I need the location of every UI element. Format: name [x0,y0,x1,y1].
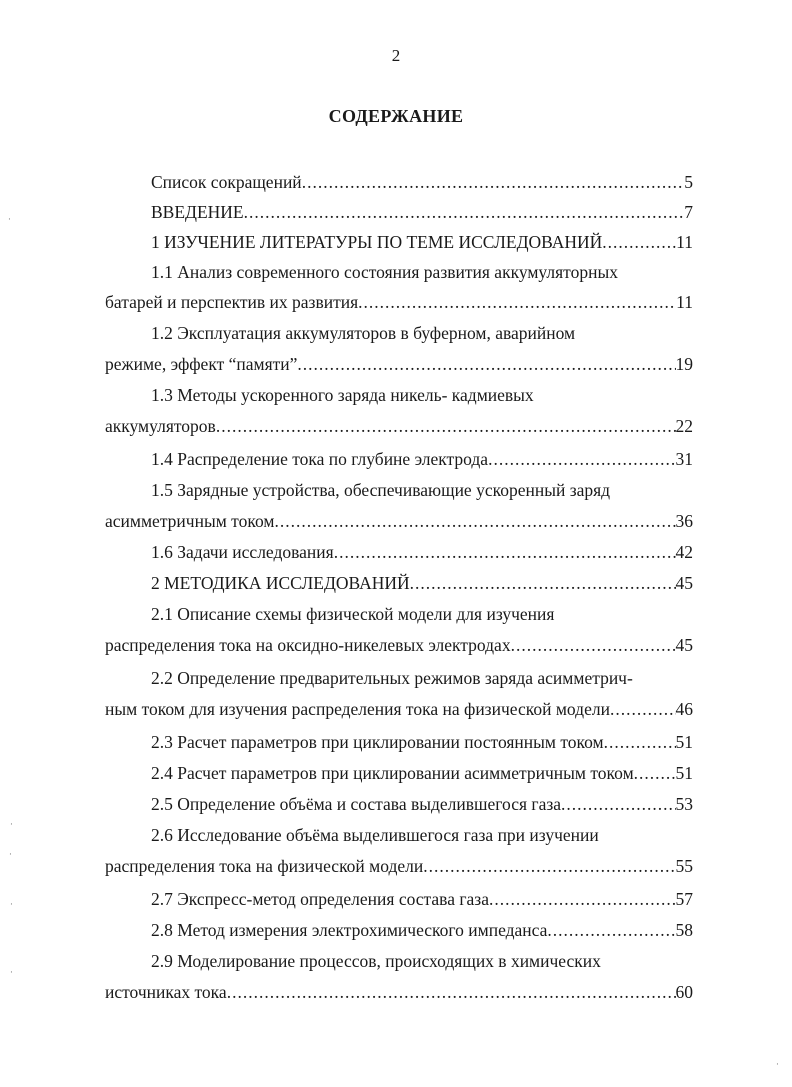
toc-entry-text: распределения тока на физической модели [105,856,424,876]
scan-speck: · [10,900,13,910]
toc-entry-text: 2 МЕТОДИКА ИССЛЕДОВАНИЙ [151,573,410,593]
toc-leader-dots [216,414,676,438]
toc-leader-dots [302,170,685,194]
toc-leader-dots [244,200,685,224]
toc-leader-dots [274,509,675,533]
toc-entry [105,290,693,314]
toc-leader-dots [604,730,676,754]
toc-entry [105,730,693,754]
toc-entry-text: 1.6 Задачи исследования [151,542,334,562]
toc-entry-text: 2.3 Расчет параметров при циклировании постоянным током [151,732,604,752]
toc-entry-text: распределения тока на оксидно-никелевых электродах [105,635,511,655]
toc-entry-page: 22 [675,416,693,436]
toc-entry [105,761,693,785]
toc-leader-dots [488,447,675,471]
toc-entry-text: 2.4 Расчет параметров при циклировании асимметричным током [151,763,634,783]
toc-entry [105,230,693,254]
toc-entry-text: 2.8 Метод измерения электрохимического импеданса [151,920,548,940]
scan-speck: · [8,215,11,225]
toc-leader-dots [489,887,676,911]
toc-entry-page: 46 [675,699,693,719]
toc-entry [105,170,693,194]
toc-entry [105,792,693,816]
toc-entry-page: 5 [684,172,693,192]
toc-leader-dots [410,571,676,595]
toc-entry-first-line: 1.3 Методы ускоренного заряда никель- кадмиевых [151,385,534,405]
scan-speck: · [10,820,13,830]
toc-entry-page: 36 [675,511,693,531]
toc-entry-page: 7 [684,202,693,222]
toc-entry-text: Список сокращений [151,172,302,192]
toc-entry-page: 53 [675,794,693,814]
toc-entry [105,918,693,942]
toc-leader-dots [547,918,675,942]
toc-leader-dots [334,540,676,564]
toc-entry [105,509,693,533]
toc-entry-first-line: 1.1 Анализ современного состояния развития аккумуляторных [151,262,618,282]
toc-entry [105,200,693,224]
toc-entry-first-line: 1.2 Эксплуатация аккумуляторов в буферном, аварийном [151,323,576,343]
toc-leader-dots [561,792,675,816]
scan-speck: · [10,968,13,978]
toc-leader-dots [423,854,675,878]
toc-entry-text: батарей и перспектив их развития [105,292,359,312]
page-number: 2 [391,46,401,65]
toc-entry [105,697,693,721]
toc-leader-dots [297,352,675,376]
toc-entry-first-line: 2.6 Исследование объёма выделившегося газа при изучении [151,825,599,845]
toc-entry-first-line: 2.1 Описание схемы физической модели для изучения [151,604,555,624]
toc-entry-page: 11 [676,232,693,252]
toc-entry-text: 1.4 Распределение тока по глубине электрода [151,449,489,469]
toc-entry-first-line: 2.9 Моделирование процессов, происходящих в химических [151,951,601,971]
toc-leader-dots [634,761,676,785]
toc-entry-page: 51 [675,732,693,752]
scan-speck: · [9,850,12,860]
toc-leader-dots [610,697,676,721]
toc-entry-first-line: 2.2 Определение предварительных режимов заряда асимметрич- [151,668,633,688]
toc-leader-dots [227,980,676,1004]
toc-leader-dots [511,633,676,657]
toc-entry-text: ВВЕДЕНИЕ [151,202,244,222]
toc-entry-page: 45 [675,635,693,655]
toc-entry-page: 57 [675,889,693,909]
toc-entry [105,633,693,657]
toc-entry-page: 55 [675,856,693,876]
toc-entry-text: источниках тока [105,982,227,1002]
toc-entry-text: ным током для изучения распределения тока на физической модели [105,699,610,719]
toc-leader-dots [358,290,676,314]
toc-entry [105,352,693,376]
toc-entry-page: 60 [675,982,693,1002]
toc-entry [105,571,693,595]
toc-entry-text: 1 ИЗУЧЕНИЕ ЛИТЕРАТУРЫ ПО ТЕМЕ ИССЛЕДОВАНИЙ [151,232,603,252]
toc-entry-text: 2.5 Определение объёма и состава выделившегося газа [151,794,562,814]
page-title: СОДЕРЖАНИЕ [328,106,464,126]
toc-leader-dots [602,230,676,254]
toc-entry-page: 58 [675,920,693,940]
toc-entry-page: 31 [675,449,693,469]
toc-entry [105,980,693,1004]
toc-entry [105,540,693,564]
toc-entry [105,447,693,471]
scan-speck: · [776,1060,779,1070]
toc-entry-text: аккумуляторов [105,416,216,436]
toc-entry-page: 51 [675,763,693,783]
toc-entry-page: 11 [676,292,693,312]
toc-entry [105,887,693,911]
toc-entry-page: 45 [675,573,693,593]
toc-entry-first-line: 1.5 Зарядные устройства, обеспечивающие ускоренный заряд [151,480,611,500]
toc-entry-page: 42 [675,542,693,562]
toc-entry-page: 19 [675,354,693,374]
toc-entry-text: 2.7 Экспресс-метод определения состава газа [151,889,489,909]
toc-entry-text: асимметричным током [105,511,275,531]
toc-entry [105,854,693,878]
toc-entry-text: режиме, эффект “памяти” [105,354,298,374]
toc-entry [105,414,693,438]
